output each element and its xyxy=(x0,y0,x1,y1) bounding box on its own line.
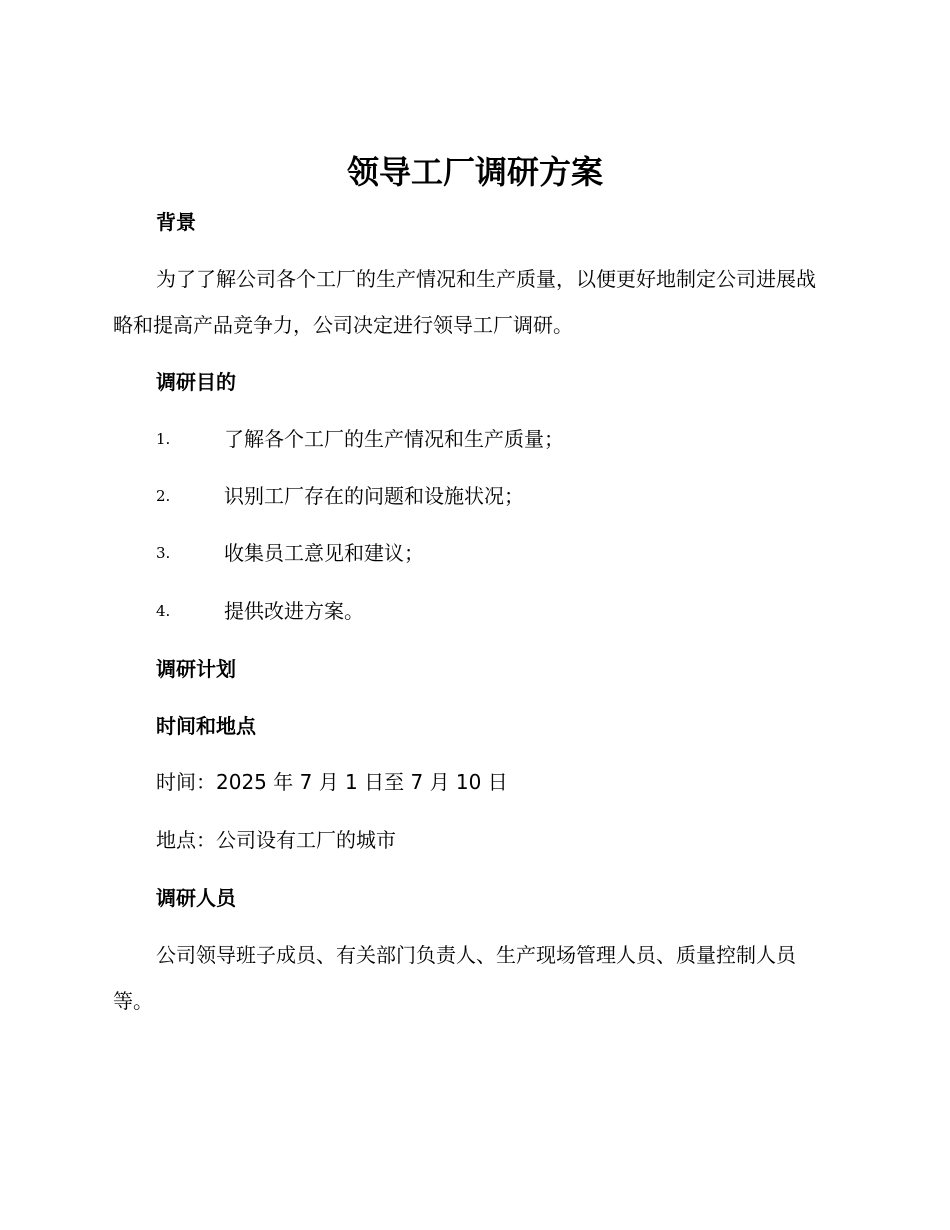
personnel-paragraph: 公司领导班子成员、有关部门负责人、生产现场管理人员、质量控制人员等。 xyxy=(113,943,796,1013)
list-text: 识别工厂存在的问题和设施状况； xyxy=(224,484,524,508)
list-text: 提供改进方案。 xyxy=(224,599,364,623)
subsection-heading-personnel: 调研人员 xyxy=(156,886,236,910)
purpose-list-item xyxy=(156,539,836,567)
purpose-list-item xyxy=(156,597,836,625)
section-heading-plan: 调研计划 xyxy=(156,657,236,681)
subsection-heading-time-place: 时间和地点 xyxy=(156,714,256,738)
section-heading-background: 背景 xyxy=(156,210,196,234)
document-title: 领导工厂调研方案 xyxy=(346,153,603,191)
list-text: 收集员工意见和建议； xyxy=(224,541,424,565)
list-number: 1. xyxy=(156,430,171,448)
background-paragraph: 为了了解公司各个工厂的生产情况和生产质量，以便更好地制定公司进展战略和提高产品竞争力，公司决定进行领导工厂调研。 xyxy=(113,267,816,337)
purpose-list-item xyxy=(156,482,836,510)
purpose-list-item xyxy=(156,425,836,453)
place-line: 地点：公司设有工厂的城市 xyxy=(156,828,396,852)
section-heading-purpose: 调研目的 xyxy=(156,370,236,394)
time-line: 时间：2025 年 7 月 1 日至 7 月 10 日 xyxy=(156,770,508,794)
list-number: 4. xyxy=(156,602,171,620)
list-text: 了解各个工厂的生产情况和生产质量； xyxy=(224,427,564,451)
list-number: 2. xyxy=(156,487,171,505)
list-number: 3. xyxy=(156,544,171,562)
